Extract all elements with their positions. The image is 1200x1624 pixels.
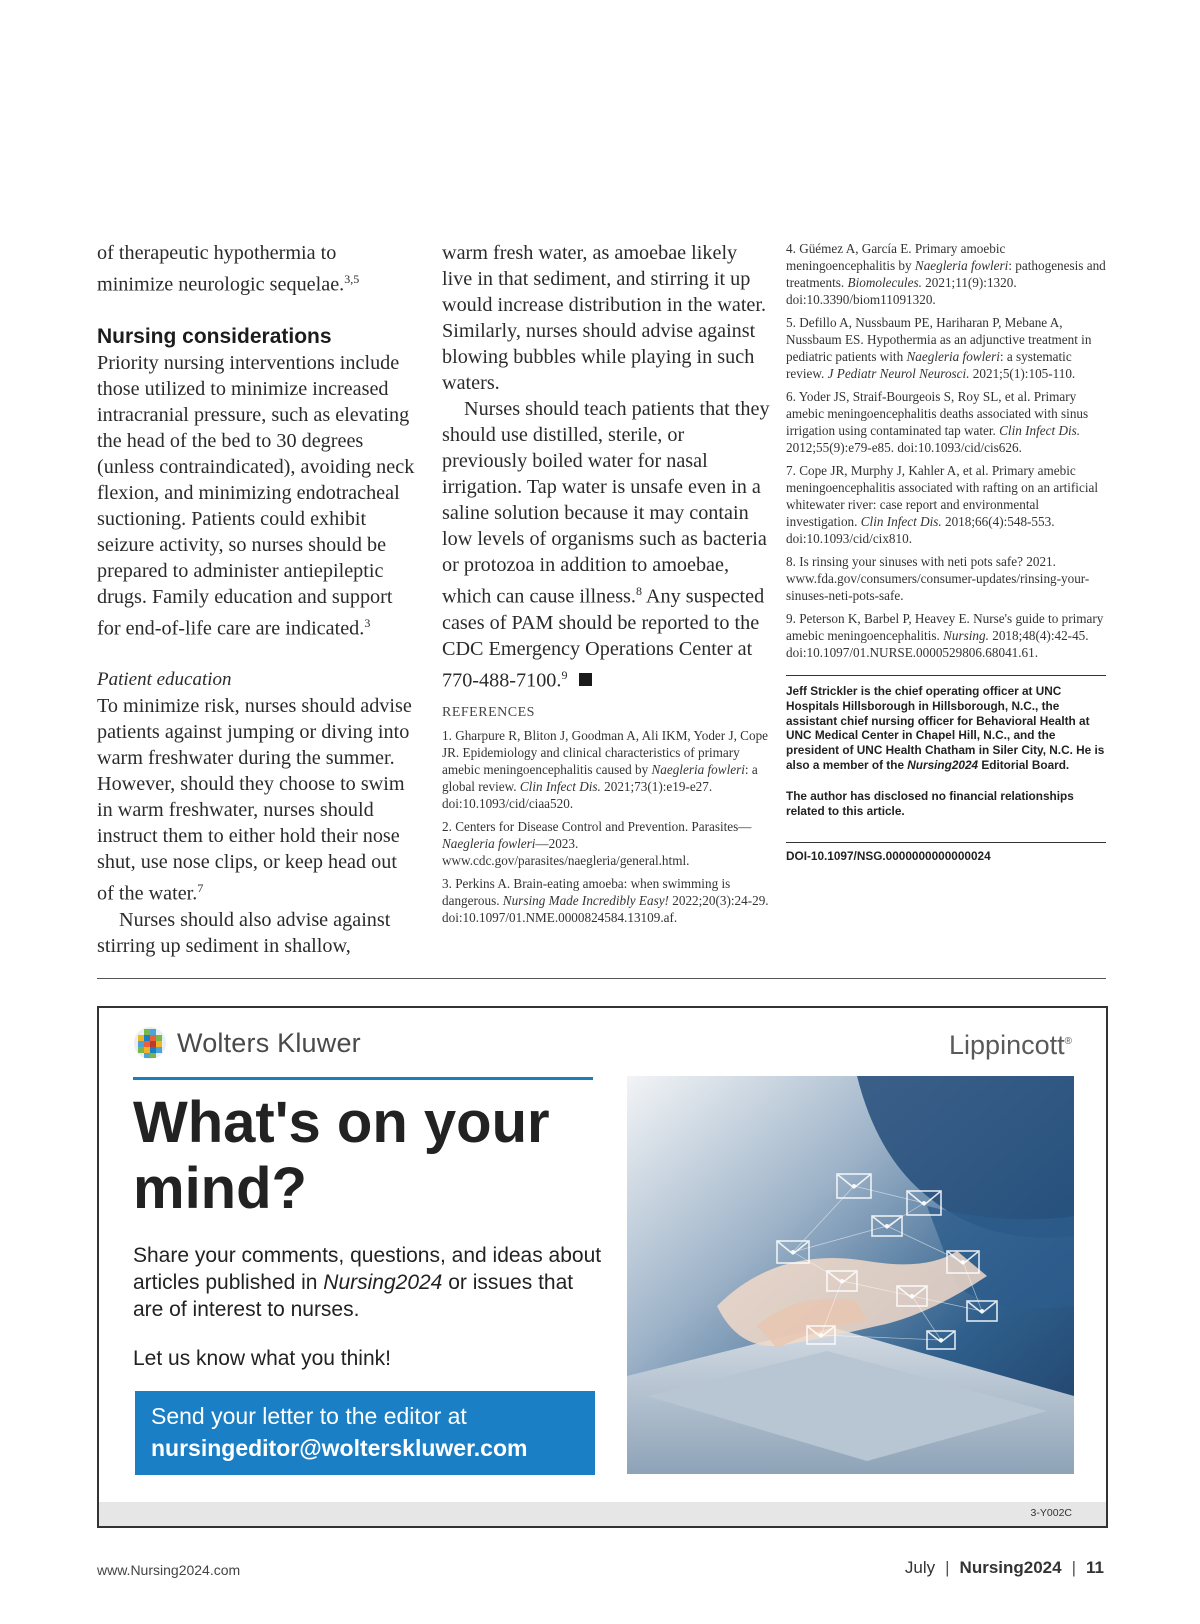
ad-photo-hands-typing-laptop: [627, 1076, 1074, 1474]
paragraph: Nurses should also advise against stirring up sediment in shallow,: [97, 909, 391, 958]
page-footer-folio: [905, 1558, 1104, 1578]
end-of-article-mark: [579, 673, 592, 686]
paragraph: To minimize risk, nurses should advise patients against jumping or diving into warm freshwater during the summer. However, should they choose to swim in warm freshwater, nurses should instruct them to either hold their nose shut, use nose clips, or keep head out of the water.$^7$: [97, 695, 412, 906]
divider: [786, 675, 1106, 676]
footer-divider: |: [945, 1558, 950, 1577]
laptop-email-illustration: [627, 1076, 1074, 1474]
section-heading: Nursing considerations: [97, 324, 332, 348]
advertisement[interactable]: [97, 1006, 1108, 1528]
divider: [786, 842, 1106, 843]
paragraph: Priority nursing interventions include those utilized to minimize increased intracranial pressure, such as elevating the head of the bed to 30 degrees (unless contraindicated), avoiding neck flexion, and minimizing endotracheal suctioning. Patients could exhibit seizure activity, so nurses should be prepared to administer antiepileptic drugs. Family education and support for end-of-life care are indicated.$^3$: [97, 351, 415, 640]
brand-name: Wolters Kluwer: [177, 1027, 361, 1058]
send-letter-button[interactable]: [135, 1391, 595, 1475]
ad-body-text: Share your comments, questions, and ideas about articles published in Nursing2024 or issues that are of interest to nurses.: [133, 1244, 602, 1321]
lippincott-logo: Lippincott®: [949, 1030, 1072, 1060]
article-column-3: [786, 240, 1106, 863]
reference-item: 5. Defillo A, Nussbaum PE, Hariharan P, Mebane A, Nussbaum ES. Hypothermia as an adjunctive treatment in pediatric patients with Naegleria fowleri: a systematic review. J Pediatr Neurol Neurosci. 2021;5(1):105-110.: [786, 315, 1092, 381]
article-column-1: [97, 240, 417, 959]
footer-magazine-name: Nursing2024: [959, 1558, 1062, 1577]
reference-item: 2. Centers for Disease Control and Prevention. Parasites—Naegleria fowleri—2023. www.cdc.gov/parasites/naegleria/general.html.: [442, 819, 752, 869]
author-disclosure: The author has disclosed no financial relationships related to this article.: [786, 788, 1074, 818]
article-column-2: [442, 240, 770, 932]
doi-line: DOI-10.1097/NSG.0000000000000024: [786, 849, 991, 864]
reference-item: 1. Gharpure R, Bliton J, Goodman A, Ali IKM, Yoder J, Cope JR. Epidemiology and clinical characteristics of primary amebic meningoencephalitis caused by Naegleria fowleri: a global review. Clin Infect Dis. 2021;73(1):e19-e27. doi:10.1093/cid/ciaa520.: [442, 728, 769, 812]
reference-item: 4. Güémez A, García E. Primary amoebic meningoencephalitis by Naegleria fowleri: pathogenesis and treatments. Biomolecules. 2021;11(9):1320. doi:10.3390/biom11091320.: [786, 241, 1106, 307]
paragraph: warm fresh water, as amoebae likely live in that sediment, and stirring it up would increase distribution in the water. Similarly, nurses should advise against blowing bubbles while playing in such waters.: [442, 242, 767, 394]
ad-footer-bar: [99, 1502, 1106, 1526]
reference-item: 7. Cope JR, Murphy J, Kahler A, et al. Primary amebic meningoencephalitis associated with rafting on an artificial whitewater river: case report and environmental investigation. Clin Infect Dis. 2018;66(4):548-553. doi:10.1093/cid/cix810.: [786, 463, 1098, 546]
reference-item: 9. Peterson K, Barbel P, Heavey E. Nurse's guide to primary amebic meningoencephalitis. Nursing. 2018;48(4):42-45. doi:10.1097/01.NURSE.0000529806.68041.61.: [786, 611, 1104, 660]
editor-email-link[interactable]: nursingeditor@wolterskluwer.com: [151, 1435, 528, 1461]
references-label: REFERENCES: [442, 705, 535, 721]
ad-headline: What's on your mind?: [133, 1090, 550, 1221]
footer-divider: |: [1071, 1558, 1077, 1577]
footer-month: July: [904, 1558, 936, 1577]
reference-item: 6. Yoder JS, Straif-Bourgeois S, Roy SL, et al. Primary amebic meningoencephalitis deaths associated with sinus irrigation using contaminated tap water. Clin Infect Dis. 2012;55(9):e79-e85. doi:10.1093/cid/cis626.: [786, 389, 1089, 455]
paragraph: of therapeutic hypothermia to minimize neurologic sequelae.$^{3,5}$: [97, 242, 360, 296]
wolters-kluwer-mark-icon: [133, 1026, 167, 1060]
article-separator: [97, 978, 1106, 979]
reference-item: 8. Is rinsing your sinuses with neti pots safe? 2021. www.fda.gov/consumers/consumer-updates/rinsing-your-sinuses-neti-pots-safe.: [786, 554, 1090, 603]
footer-website-url[interactable]: www.Nursing2024.com: [97, 1562, 241, 1578]
reference-item: 3. Perkins A. Brain-eating amoeba: when swimming is dangerous. Nursing Made Incredibly Easy! 2022;20(3):24-29. doi:10.1097/01.NME.0000824584.13109.af.: [442, 876, 769, 926]
subsection-heading: Patient education: [97, 669, 232, 691]
ad-code: 3-Y002C: [1030, 1507, 1072, 1519]
cta-line-1: Send your letter to the editor at: [151, 1403, 467, 1429]
author-bio: Jeff Strickler is the chief operating officer at UNC Hospitals Hillsborough in Hillsborough, N.C., the assistant chief nursing officer for Behavioral Health at UNC Medical Center in Chapel Hill, N.C., and the president of UNC Health Chatham in Siler City, N.C. He is also a member of the Nursing2024 Editorial Board.: [786, 684, 1105, 772]
accent-rule: [133, 1077, 593, 1080]
ad-call-to-action-text: Let us know what you think!: [133, 1347, 391, 1370]
paragraph: Nurses should teach patients that they should use distilled, sterile, or previously boiled water for nasal irrigation. Tap water is unsafe even in a saline solution because it may contain low levels of organisms such as bacteria or protozoa in addition to amoebae, which can cause illness.$^8$ Any suspected cases of PAM should be reported to the CDC Emergency Operations Center at 770-488-7100.$^9$: [442, 398, 770, 692]
page-number: 11: [1086, 1558, 1104, 1577]
wolters-kluwer-logo: [133, 1026, 361, 1060]
